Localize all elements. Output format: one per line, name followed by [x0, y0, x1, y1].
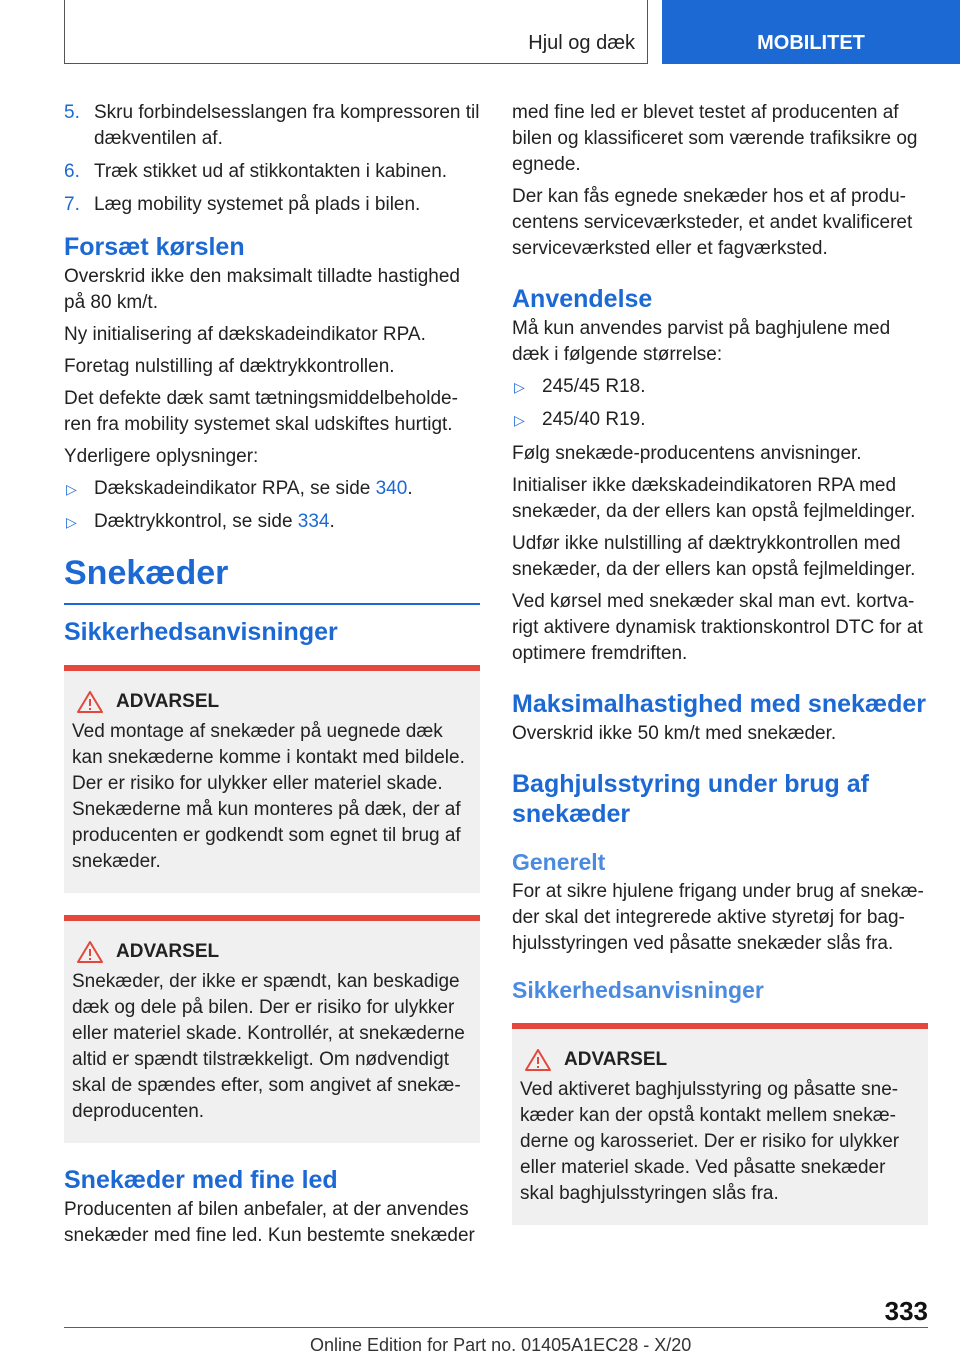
triangle-bullet-icon: ▷	[66, 481, 77, 497]
warning-box	[64, 665, 480, 893]
left-column	[64, 100, 480, 1255]
warning-triangle-icon	[524, 1048, 552, 1072]
paragraph: For at sikre hjulene frigang under brug af snekæ-der skal det integrerede aktive styretøj for bag-hjulsstyringen ved påsatte snekæder slås fra.	[512, 881, 924, 954]
paragraph: Det defekte dæk samt tætningsmiddelbeholde-ren fra mobility systemet skal udskiftes hurtigt.	[64, 388, 458, 435]
step-number: 6.	[64, 161, 80, 182]
footer-edition: Online Edition for Part no. 01405A1EC28 - X/20	[310, 1335, 692, 1355]
fine-chain-heading: Snekæder med fine led	[64, 1166, 338, 1194]
step-text: Læg mobility systemet på plads i bilen.	[94, 194, 421, 215]
page-number: 333	[884, 1296, 928, 1326]
step-item	[64, 192, 480, 218]
use-heading: Anvendelse	[512, 285, 653, 313]
paragraph: Følg snekæde-producentens anvisninger.	[512, 443, 862, 464]
list-item: ▷ Dæktrykkontrol, se side 334.	[64, 509, 480, 535]
warning-text: Ved montage af snekæder på uegnede dæk kan snekæderne komme i kontakt med bildele. Der er risiko for ulykker eller materiel skade. Snekæderne må kun monteres på dæk, der af producenten er godkendt som egnet til brug af snekæder.	[72, 721, 465, 872]
paragraph: Initialiser ikke dækskadeindikatoren RPA med snekæder, da der ellers kan opstå fejlmeldinger.	[512, 475, 916, 522]
size-list	[512, 374, 928, 433]
paragraph: Overskrid ikke 50 km/t med snekæder.	[512, 723, 837, 744]
paragraph: Yderligere oplysninger:	[64, 446, 259, 467]
triangle-bullet-icon: ▷	[66, 514, 77, 530]
step-number: 7.	[64, 194, 80, 215]
warning-box	[64, 915, 480, 1143]
general-heading: Generelt	[512, 849, 606, 875]
list-item: ▷ 245/40 R19.	[512, 407, 928, 433]
paragraph: Producenten af bilen anbefaler, at der anvendes snekæder med fine led. Kun bestemte snekæder	[64, 1199, 475, 1246]
step-number: 5.	[64, 102, 80, 123]
chapter-title: Snekæder	[64, 554, 229, 592]
footer-rule	[64, 1327, 928, 1328]
paragraph: Der kan fås egnede snekæder hos et af produ-centens serviceværksteder, et andet kvalificeret serviceværksted eller et fagværksted.	[512, 186, 913, 259]
header-section-title: Hjul og dæk	[528, 32, 635, 54]
safety-heading: Sikkerhedsanvisninger	[512, 977, 764, 1003]
step-item	[64, 159, 480, 185]
page-link-340[interactable]: 340	[375, 478, 408, 499]
warning-title: ADVARSEL	[564, 1049, 668, 1070]
continue-heading: Forsæt kørslen	[64, 233, 245, 261]
step-text: Skru forbindelsesslangen fra kompressoren til dækventilen af.	[94, 102, 480, 149]
warning-triangle-icon	[76, 940, 104, 964]
step-item	[64, 100, 480, 152]
steering-heading: Baghjulsstyring under brug af snekæder	[512, 770, 869, 828]
list-item: ▷ Dækskadeindikator RPA, se side 340.	[64, 476, 480, 502]
safety-heading: Sikkerhedsanvisninger	[64, 618, 338, 646]
paragraph: Overskrid ikke den maksimalt tilladte hastighed på 80 km/t.	[64, 266, 461, 313]
chapter-tab-label: MOBILITET	[757, 32, 865, 54]
paragraph: Ved kørsel med snekæder skal man evt. kortva-rigt aktivere dynamisk traktionskontrol DTC for at optimere fremdriften.	[512, 591, 923, 664]
triangle-bullet-icon: ▷	[514, 379, 525, 395]
warning-title: ADVARSEL	[116, 691, 220, 712]
speed-heading: Maksimalhastighed med snekæder	[512, 690, 927, 718]
warning-box	[512, 1023, 928, 1225]
paragraph: med fine led er blevet testet af producenten af bilen og klassificeret som værende trafiksikre og egnede.	[512, 102, 918, 175]
warning-text: Ved aktiveret baghjulsstyring og påsatte sne-kæder kan der opstå kontakt mellem snekæ-derne og karosseriet. Der er risiko for ulykker eller materiel skade. Ved påsatte snekæder skal baghjulsstyringen slås fra.	[520, 1079, 900, 1204]
paragraph: Må kun anvendes parvist på baghjulene med dæk i følgende størrelse:	[512, 318, 891, 365]
right-column	[512, 100, 928, 1247]
chapter-tab[interactable]	[662, 0, 960, 64]
paragraph: Udfør ikke nulstilling af dæktrykkontrollen med snekæder, da der ellers kan opstå fejlmeldinger.	[512, 533, 916, 580]
list-item: ▷ 245/45 R18.	[512, 374, 928, 400]
warning-title: ADVARSEL	[116, 941, 220, 962]
more-info-list	[64, 476, 480, 535]
warning-text: Snekæder, der ikke er spændt, kan beskadige dæk og dele på bilen. Der er risiko for ulykker eller materiel skade. Kontrollér, at snekæderne altid er spændt tilstrækkeligt. Om nødvendigt skal de spændes efter, som angivet af snekæ-deproducenten.	[72, 971, 465, 1122]
warning-triangle-icon	[76, 690, 104, 714]
paragraph: Ny initialisering af dækskadeindikator RPA.	[64, 324, 426, 345]
paragraph: Foretag nulstilling af dæktrykkontrollen.	[64, 356, 395, 377]
chapter-title-rule	[64, 603, 480, 605]
step-list	[64, 100, 480, 218]
page-link-334[interactable]: 334	[297, 511, 330, 532]
header-section-box	[64, 0, 648, 64]
triangle-bullet-icon: ▷	[514, 412, 525, 428]
step-text: Træk stikket ud af stikkontakten i kabinen.	[94, 161, 448, 182]
